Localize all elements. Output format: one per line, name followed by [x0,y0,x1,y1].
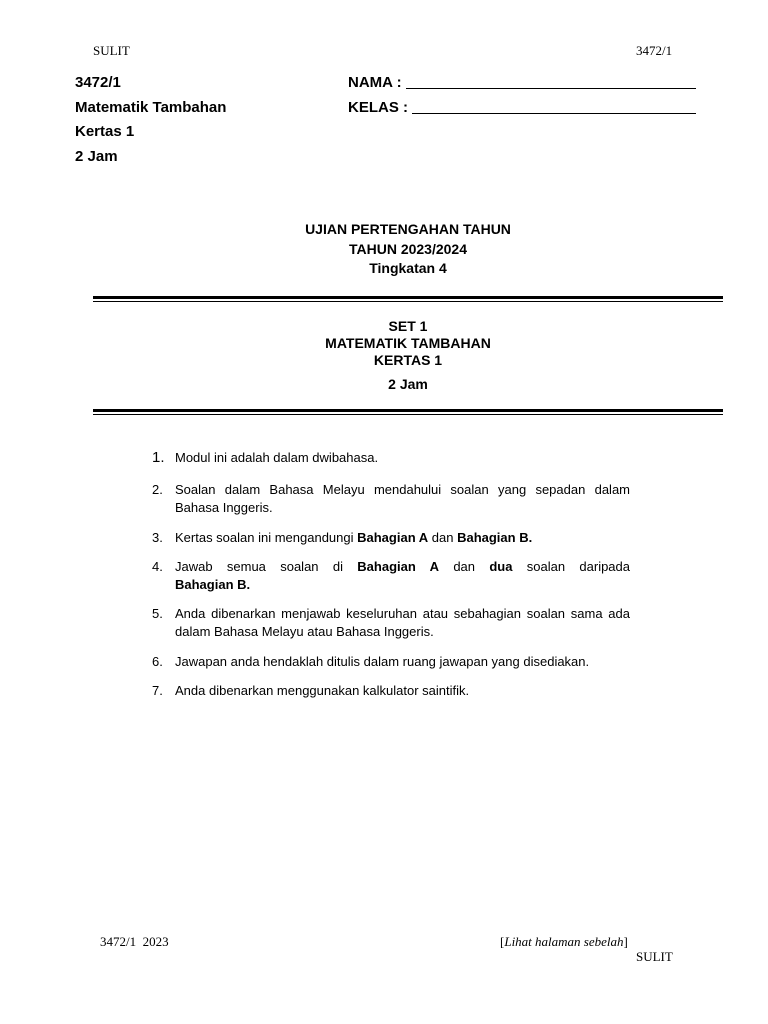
instruction-item [152,481,630,517]
paper-number: Kertas 1 [75,123,135,140]
set-label: SET 1 [388,318,428,334]
subject-name: Matematik Tambahan [75,99,227,116]
footer-see-next [500,934,628,950]
duration: 2 Jam [75,148,118,165]
instruction-text: Anda dibenarkan menjawab keseluruhan atau sebahagian soalan sama ada dalam Bahasa Melayu atau Bahasa Inggeris. [175,606,630,639]
instruction-text: dan [428,530,458,545]
instruction-item [152,682,630,700]
nama-line[interactable] [406,87,696,89]
instruction-emphasis: Bahagian B. [457,530,533,545]
header-code: 3472/1 [636,43,673,58]
instruction-text: Kertas soalan ini mengandungi [175,530,358,545]
kelas-line[interactable] [412,112,696,114]
instruction-text: soalan daripada [512,559,630,574]
instruction-item [152,449,630,467]
footer-code-year: 3472/1 2023 [100,934,169,949]
instruction-emphasis: Bahagian B. [175,577,251,592]
see-next-text: Lihat halaman sebelah [504,934,624,949]
bottom-divider [93,409,723,415]
instruction-text: Jawab semua soalan di [175,559,358,574]
bracket-open: [ [500,934,505,949]
nama-field[interactable] [348,74,696,91]
instruction-text: Modul ini adalah dalam dwibahasa. [175,450,379,465]
instruction-number: 4. [152,559,163,574]
nama-label: NAMA : [348,74,402,91]
instruction-item [152,529,630,547]
instruction-item [152,558,630,594]
exam-form: Tingkatan 4 [369,260,447,276]
instruction-text: dan [439,559,490,574]
instruction-number: 7. [152,683,163,698]
instruction-text: Anda dibenarkan menggunakan kalkulator saintifik. [175,683,470,698]
instruction-item [152,605,630,641]
instruction-emphasis: Bahagian A [357,559,440,574]
exam-year: TAHUN 2023/2024 [348,241,468,257]
set-subject: MATEMATIK TAMBAHAN [325,335,491,351]
set-duration: 2 Jam [388,376,428,392]
instruction-text: Soalan dalam Bahasa Melayu mendahului soalan yang sepadan dalam Bahasa Inggeris. [175,482,630,515]
instruction-number: 1. [152,449,165,466]
set-paper: KERTAS 1 [373,352,443,368]
header-sulit: SULIT [93,43,130,58]
footer-sulit: SULIT [636,949,673,964]
instruction-number: 2. [152,482,163,497]
instruction-text: Jawapan anda hendaklah ditulis dalam ruang jawapan yang disediakan. [175,654,590,669]
instruction-number: 3. [152,530,163,545]
exam-title: UJIAN PERTENGAHAN TAHUN [305,221,511,237]
instruction-emphasis: Bahagian A [357,530,429,545]
instruction-item [152,653,630,671]
instruction-number: 5. [152,606,163,621]
bracket-close: ] [623,934,628,949]
top-divider [93,296,723,302]
instruction-number: 6. [152,654,163,669]
instruction-emphasis: dua [489,559,513,574]
kelas-label: KELAS : [348,99,408,116]
paper-code: 3472/1 [75,74,121,91]
kelas-field[interactable] [348,99,696,116]
